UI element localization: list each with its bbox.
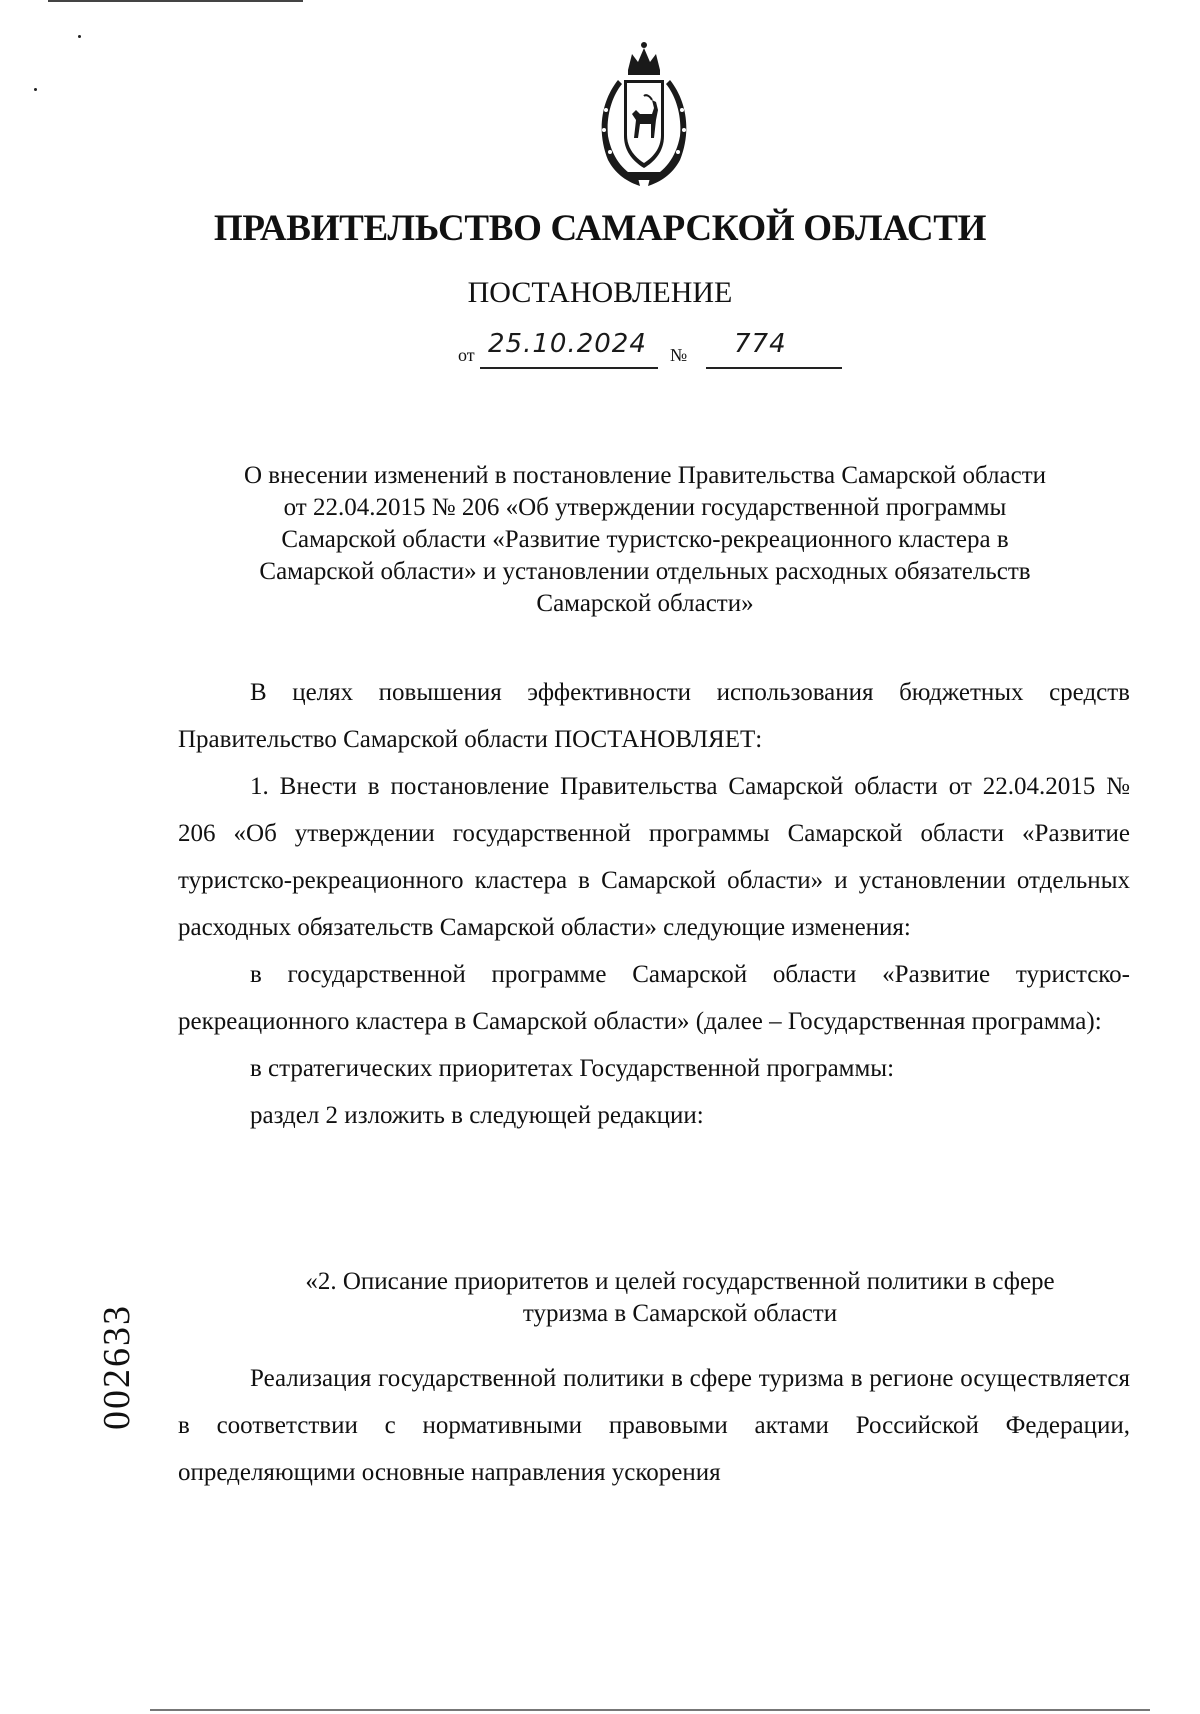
- scan-edge-line: [48, 0, 303, 2]
- title-line: Самарской области «Развитие туристско-рекреационного кластера в: [281, 526, 1009, 553]
- title-line: Самарской области» и установлении отдельных расходных обязательств: [259, 558, 1031, 585]
- document-type: ПОСТАНОВЛЕНИЕ: [467, 276, 733, 309]
- document-title: [180, 460, 1110, 620]
- section-heading-line: «2. Описание приоритетов и целей государственной политики в сфере: [305, 1268, 1055, 1295]
- registration-stamp: 002633: [96, 1304, 138, 1430]
- scan-speck: [34, 88, 37, 91]
- title-line: от 22.04.2015 № 206 «Об утверждении государственной программы: [283, 494, 1007, 521]
- paragraph: в стратегических приоритетах Государственной программы:: [250, 1055, 895, 1082]
- date-label: от: [458, 345, 475, 365]
- date-underline: [480, 367, 658, 369]
- section-heading-line: туризма в Самарской области: [522, 1300, 838, 1327]
- body-block-1: [178, 669, 1130, 1139]
- paragraph: 1. Внести в постановление Правительства Самарской области от 22.04.2015 № 206 «Об утверждении государственной программы Самарской области «Развитие туристско-рекреационного кластера в Самарской области» и установлении отдельных расходных обязательств Самарской области» следующие изменения:: [178, 773, 1130, 941]
- coat-of-arms-icon: [588, 40, 700, 190]
- paragraph: В целях повышения эффективности использования бюджетных средств Правительство Самарской области ПОСТАНОВЛЯЕТ:: [178, 679, 1130, 753]
- title-line: Самарской области»: [536, 590, 754, 617]
- body-block-2: [178, 1355, 1130, 1496]
- scan-edge-line: [150, 1709, 1150, 1711]
- title-line: О внесении изменений в постановление Правительства Самарской области: [243, 462, 1047, 489]
- number-label: №: [670, 345, 688, 365]
- paragraph: в государственной программе Самарской области «Развитие туристско-рекреационного кластера в Самарской области» (далее – Государственная программа):: [178, 961, 1130, 1035]
- paragraph: раздел 2 изложить в следующей редакции:: [250, 1102, 704, 1129]
- number-value: 774: [734, 329, 787, 359]
- organization-name: ПРАВИТЕЛЬСТВО САМАРСКОЙ ОБЛАСТИ: [213, 208, 987, 249]
- scan-speck: [78, 35, 81, 38]
- section-heading: [230, 1266, 1130, 1330]
- paragraph: Реализация государственной политики в сфере туризма в регионе осуществляется в соответствии с нормативными правовыми актами Российской Федерации, определяющими основные направления ускорения: [178, 1365, 1130, 1486]
- number-underline: [706, 367, 842, 369]
- date-value: 25.10.2024: [488, 329, 647, 359]
